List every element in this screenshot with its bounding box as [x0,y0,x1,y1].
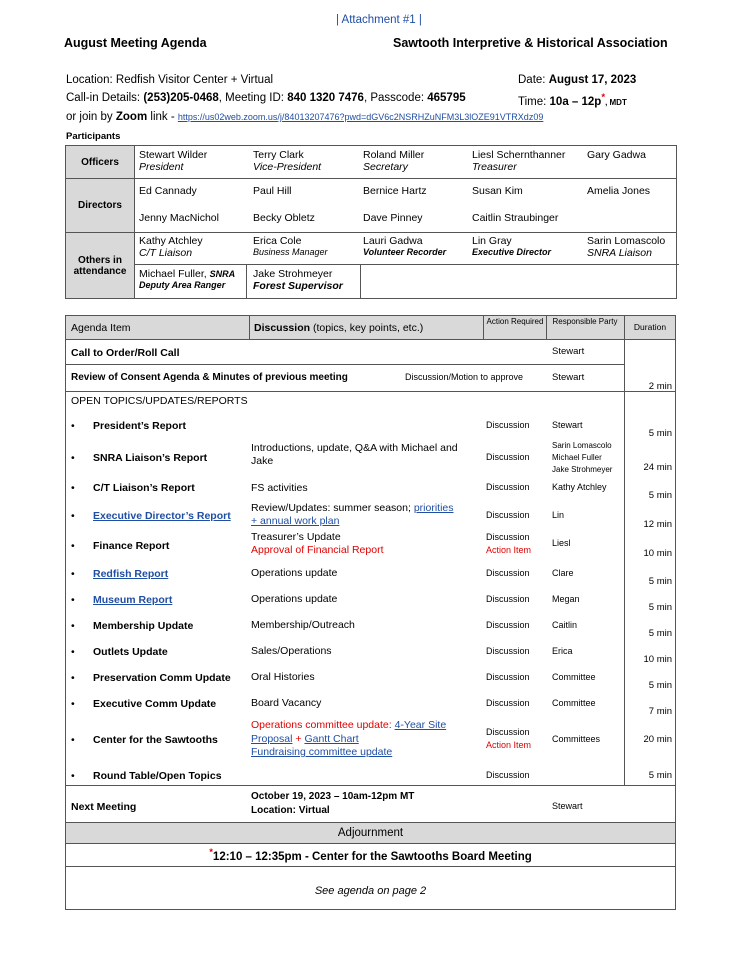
action-snra: Discussion [486,452,530,462]
row-divider [66,866,675,867]
agenda-item-ct-liaison: C/T Liaison’s Report [93,482,195,494]
board-meeting-star: * [209,847,213,858]
party-ed: Lin [552,510,565,520]
bullet: • [71,620,75,632]
bullet: • [71,482,75,494]
action-item-text: Action Item [486,740,532,750]
board-meeting-text: 12:10 – 12:35pm - Center for the Sawtooths Board Meeting [212,850,532,863]
agenda-row [71,568,168,580]
header-party: Responsible Party [552,317,618,326]
agenda-item-outlets: Outlets Update [93,646,168,658]
disc-museum: Operations update [251,593,338,605]
disc-outlets: Sales/Operations [251,645,332,657]
col-divider [624,316,625,340]
bullet: • [71,540,75,552]
bullet: • [71,510,75,522]
zoom-line [66,111,543,123]
director-name: Paul Hill [253,185,292,197]
bullet: • [71,646,75,658]
duration-consent: 2 min [648,381,672,392]
duration-round-table: 5 min [648,770,672,781]
agenda-item-executive-comm: Executive Comm Update [93,698,217,710]
attendee-entry [253,268,343,292]
date-label: Date: [518,74,546,86]
duration-redfish: 5 min [648,576,672,587]
disc-ct: FS activities [251,482,308,494]
agenda-row [71,540,169,552]
site-proposal-link[interactable]: 4-Year Site [394,719,447,731]
party-name: Jake Strohmeyer [552,465,613,474]
party-name: Sarin Lomascolo [552,441,612,450]
location-line [66,74,273,86]
agenda-item-redfish-link[interactable]: Redfish Report [93,568,169,580]
action-president: Discussion [486,420,530,430]
attendee-suffix: SNRA [209,269,236,279]
attendee-role: Volunteer Recorder [363,247,447,257]
col-divider [483,316,484,340]
callin-pass-label: , Passcode: [363,92,425,104]
next-meeting-party: Stewart [552,801,583,811]
attendee-entry [587,235,665,259]
attendee-name: Erica Cole [253,235,302,247]
director-name: Ed Cannady [139,185,197,197]
officer-name: Liesl Schernthanner [472,149,566,161]
gantt-chart-link[interactable]: Gantt Chart [304,732,359,745]
work-plan-link[interactable]: + annual work plan [251,515,340,527]
zoom-word: Zoom [115,111,148,123]
disc-executive-director [251,502,481,528]
board-meeting-line [66,847,675,863]
fundraising-update-link[interactable]: Fundraising committee update [251,746,393,758]
agenda-item-museum-link[interactable]: Museum Report [93,594,173,606]
next-meeting-date: October 19, 2023 – 10am-12pm MT [251,791,415,802]
directors-label: Directors [66,179,135,233]
party-snra [552,440,612,476]
participants-heading: Participants [66,131,121,142]
agenda-item-finance: Finance Report [93,540,170,552]
others-col-divider [360,264,361,298]
agenda-row [71,452,207,464]
officer-name: Stewart Wilder [139,149,208,161]
open-topics-heading: OPEN TOPICS/UPDATES/REPORTS [71,395,248,407]
duration-membership: 5 min [648,628,672,639]
party-preservation: Committee [552,672,596,682]
col-divider [249,316,250,340]
officers-label: Officers [66,146,135,179]
director-name: Dave Pinney [363,212,423,224]
party-museum: Megan [552,594,580,604]
attendee-name: Lin Gray [472,235,512,247]
director-name: Susan Kim [472,185,523,197]
next-meeting-label: Next Meeting [71,801,137,813]
attendee-name: Sarin Lomascolo [587,235,666,247]
action-preservation: Discussion [486,672,530,682]
duration-president: 5 min [648,428,672,439]
agenda-row [71,510,231,522]
party-president: Stewart [552,420,583,430]
attendee-role: Executive Director [472,247,552,257]
disc-membership: Membership/Outreach [251,619,355,631]
party-ct: Kathy Atchley [552,482,607,492]
bullet: • [71,568,75,580]
agenda-row [71,482,195,494]
duration-finance: 10 min [643,548,672,559]
priorities-link[interactable]: priorities [413,502,454,514]
agenda-item-center-sawtooths: Center for the Sawtooths [93,734,218,746]
location-label: Location: [66,74,113,86]
agenda-item-consent: Review of Consent Agenda & Minutes of previous meeting [71,372,348,383]
time-zone: , MDT [605,97,627,107]
others-label [66,233,135,299]
callin-meeting-id: 840 1320 7476 [287,92,364,104]
action-text: Discussion [486,727,530,737]
attendee-entry [363,235,446,257]
duration-snra: 24 min [643,462,672,473]
agenda-item-preservation: Preservation Comm Update [93,672,231,684]
bullet: • [71,698,75,710]
agenda-row [71,734,218,746]
callin-mid: , Meeting ID: [218,92,284,104]
action-redfish: Discussion [486,568,530,578]
zoom-link[interactable]: https://us02web.zoom.us/j/84013207476?pwd=dGV6c2NSRHZuNFM3L3lOZE91VTRXdz09 [177,112,544,122]
zoom-link-label: link - [150,111,175,123]
officer-role: Treasurer [472,161,517,173]
agenda-row [71,620,193,632]
party-name: Michael Fuller [552,453,602,462]
attendee-role: Forest Supervisor [253,280,343,292]
disc-executive-comm: Board Vacancy [251,697,322,709]
action-museum: Discussion [486,594,530,604]
party-redfish: Clare [552,568,574,578]
attendee-role: Business Manager [253,247,328,257]
finance-disc-2: Approval of Financial Report [251,544,384,556]
attendee-role: C/T Liaison [139,247,193,259]
officer-entry [139,149,207,173]
organization-name: Sawtooth Interpretive & Historical Association [393,36,668,50]
disc-finance [251,531,384,557]
party-finance: Liesl [552,538,571,548]
agenda-item-membership: Membership Update [93,620,194,632]
zoom-prefix: or join by [66,111,113,123]
date-line [518,74,636,86]
agenda-item-executive-director-link[interactable]: Executive Director’s Report [93,510,231,522]
page-title: August Meeting Agenda [64,36,207,50]
agenda-row [71,770,222,782]
header-discussion-rest: (topics, key points, etc.) [312,322,424,334]
header-discussion [254,322,423,334]
agenda-item-president: President’s Report [93,420,186,432]
bullet: • [71,594,75,606]
action-center-sawtooths [486,726,531,752]
bullet: • [71,734,75,746]
director-name: Becky Obletz [253,212,315,224]
ed-disc-text: Review/Updates: summer season; [251,502,411,514]
bullet: • [71,452,75,464]
action-ct: Discussion [486,482,530,492]
bullet: • [71,770,75,782]
agenda-row [71,672,231,684]
next-meeting-details [251,790,414,818]
officer-entry [472,149,565,173]
party-outlets: Erica [552,646,573,656]
callin-passcode: 465795 [427,92,466,104]
duration-outlets: 10 min [643,654,672,665]
party-membership: Caitlin [552,620,578,630]
cfs-plus: + [295,732,302,745]
action-executive-comm: Discussion [486,698,530,708]
officer-role: President [139,161,184,173]
agenda-row [71,646,168,658]
time-star: * [601,92,606,103]
agenda-row [71,420,186,432]
agenda-row [71,698,216,710]
adjournment-bar: Adjournment [66,823,675,844]
officer-name: Terry Clark [253,149,304,161]
disc-snra: Introductions, update, Q&A with Michael and Jake [251,442,458,467]
duration-executive-comm: 7 min [648,706,672,717]
callin-label: Call-in Details: [66,92,141,104]
officer-name: Roland Miller [363,149,425,161]
bullet: • [71,420,75,432]
attendee-role: SNRA Liaison [587,247,652,259]
others-cell [135,233,677,299]
officers-cell [135,146,677,179]
see-agenda-note: See agenda on page 2 [314,885,427,897]
location-value: Redfish Visitor Center + Virtual [115,74,274,86]
attachment-label: | Attachment #1 | [336,14,422,26]
party-executive-comm: Committee [552,698,596,708]
agenda-item-round-table: Round Table/Open Topics [93,770,222,782]
time-line [518,92,627,108]
director-name: Amelia Jones [587,185,651,197]
duration-ct: 5 min [648,490,672,501]
attendee-name: Jake Strohmeyer [253,268,333,280]
party-center-sawtooths: Committees [552,734,601,744]
officer-role: Vice-President [253,161,322,173]
officer-entry [587,149,646,161]
duration-preservation: 5 min [648,680,672,691]
disc-redfish: Operations update [251,567,338,579]
col-divider [546,316,547,340]
attendee-name: Kathy Atchley [139,235,203,247]
attendee-entry [472,235,551,257]
others-label-text: Others in attendance [73,254,127,277]
directors-cell [135,179,677,233]
action-outlets: Discussion [486,646,530,656]
duration-museum: 5 min [648,602,672,613]
callin-phone: (253)205-0468 [143,92,219,104]
header-duration: Duration [633,322,667,332]
officer-entry [253,149,321,173]
attendee-entry [139,235,203,259]
row-divider [66,785,675,786]
duration-ed: 12 min [643,519,672,530]
director-name: Bernice Hartz [363,185,427,197]
others-col-divider [246,264,247,298]
action-membership: Discussion [486,620,530,630]
attendee-entry [253,235,328,257]
officer-name: Gary Gadwa [587,149,646,161]
action-text: Discussion [486,532,530,542]
header-action: Action Required [486,317,544,326]
time-value: 10a – 12p [549,95,602,108]
agenda-item-snra: SNRA Liaison’s Report [93,452,208,464]
col-divider [624,340,625,786]
attendee-entry [139,268,235,290]
header-agenda-item: Agenda Item [71,322,131,334]
date-value: August 17, 2023 [548,74,637,86]
attendee-name: Michael Fuller, [139,268,207,280]
bullet: • [71,672,75,684]
action-item-text: Action Item [486,545,532,555]
cfs-ops-update: Operations committee update: [251,719,392,731]
header-discussion-bold: Discussion [254,322,311,334]
action-ed: Discussion [486,510,530,520]
time-label: Time: [518,95,547,108]
director-name: Caitlin Straubinger [472,212,559,224]
action-finance [486,531,531,557]
duration-center-sawtooths: 20 min [643,734,672,745]
agenda-item-call-to-order: Call to Order/Roll Call [71,347,180,359]
callin-line [66,92,466,104]
disc-preservation: Oral Histories [251,671,315,683]
row-divider [66,391,675,392]
disc-center-sawtooths [251,719,481,760]
officer-entry [363,149,424,173]
agenda-table [65,315,676,910]
director-name: Jenny MacNichol [139,212,219,224]
next-meeting-location: Location: Virtual [251,805,330,816]
attendee-name: Lauri Gadwa [363,235,423,247]
party-consent: Stewart [552,372,585,383]
finance-disc-1: Treasurer’s Update [251,531,341,543]
site-proposal-link-cont[interactable]: Proposal [251,732,293,745]
others-divider [135,264,679,265]
participants-table [65,145,677,299]
agenda-row [71,594,172,606]
officer-role: Secretary [363,161,408,173]
party-call-to-order: Stewart [552,346,585,357]
action-round-table: Discussion [486,770,530,780]
row-divider [66,364,624,365]
action-consent: Discussion/Motion to approve [405,372,524,382]
attendee-role: Deputy Area Ranger [139,280,226,290]
